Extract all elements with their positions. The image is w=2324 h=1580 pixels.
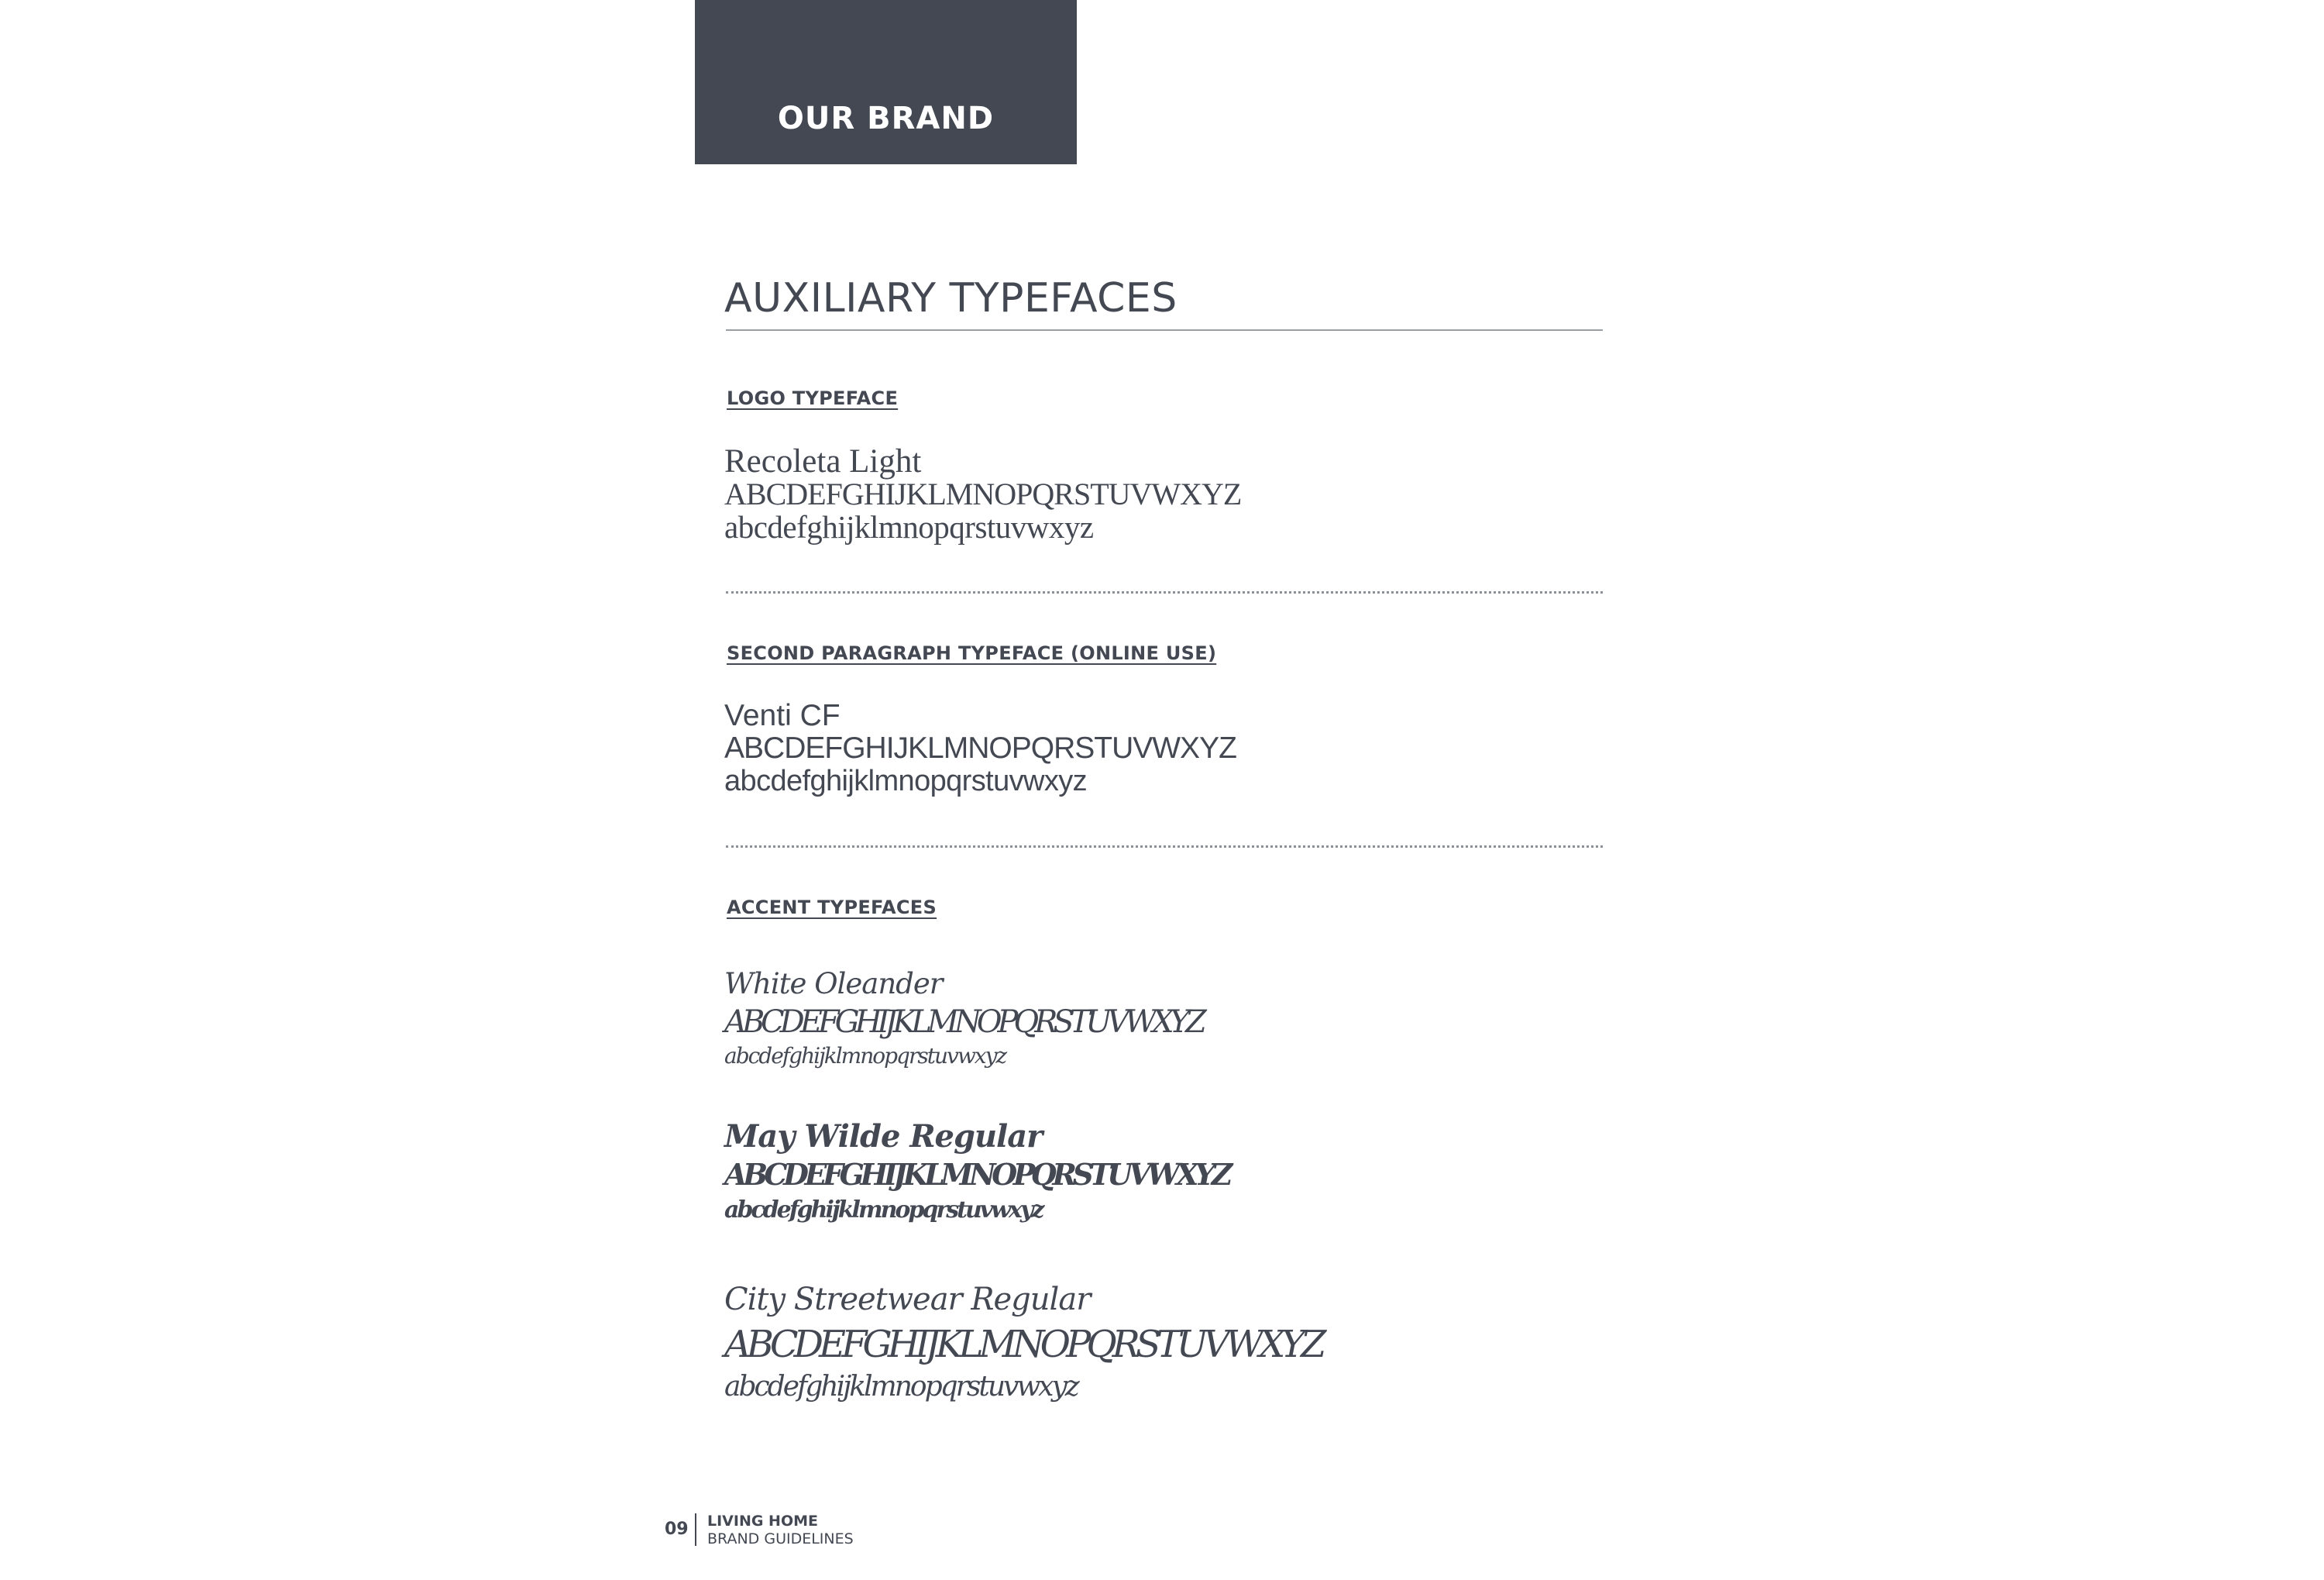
section-label: OUR BRAND — [777, 101, 995, 136]
footer-brand-name: LIVING HOME — [707, 1513, 819, 1530]
section-divider — [726, 591, 1603, 594]
logo-typeface-sample — [724, 443, 1242, 545]
accent-font-name: City Streetwear Regular — [724, 1282, 1091, 1317]
accent-font-name: White Oleander — [724, 967, 943, 1000]
paragraph-typeface-heading: SECOND PARAGRAPH TYPEFACE (ONLINE USE) — [727, 642, 1217, 664]
section-tab — [695, 0, 1077, 164]
paragraph-font-lowercase: abcdefghijklmnopqrstuvwxyz — [724, 765, 1088, 797]
accent-font-sample — [724, 1277, 1322, 1407]
accent-font-lowercase: abcdefghijklmnopqrstuvwxyz — [724, 1371, 1078, 1403]
accent-font-uppercase: ABCDEFGHIJKLMNOPQRSTUVWXYZ — [724, 1323, 1322, 1366]
page-title: AUXILIARY TYPEFACES — [724, 275, 1177, 322]
logo-font-name: Recoleta Light — [724, 443, 922, 480]
accent-font-sample — [724, 965, 1202, 1072]
paragraph-typeface-sample — [724, 700, 1236, 797]
section-divider — [726, 845, 1603, 848]
accent-typefaces-heading: ACCENT TYPEFACES — [727, 897, 937, 918]
paragraph-font-uppercase: ABCDEFGHIJKLMNOPQRSTUVWXYZ — [724, 731, 1236, 765]
title-divider — [726, 329, 1603, 331]
accent-font-lowercase: abcdefghijklmnopqrstuvwxyz — [724, 1043, 1006, 1069]
accent-font-uppercase: ABCDEFGHIJKLMNOPQRSTUVWXYZ — [724, 1004, 1202, 1040]
accent-font-sample — [724, 1117, 1229, 1227]
footer-divider — [695, 1513, 696, 1546]
accent-font-name: May Wilde Regular — [724, 1118, 1043, 1155]
accent-font-lowercase: abcdefghijklmnopqrstuvwxyz — [724, 1196, 1043, 1224]
logo-typeface-heading: LOGO TYPEFACE — [727, 387, 899, 409]
logo-font-uppercase: ABCDEFGHIJKLMNOPQRSTUVWXYZ — [724, 477, 1242, 511]
page-number: 09 — [665, 1520, 689, 1539]
logo-font-lowercase: abcdefghijklmnopqrstuvwxyz — [724, 509, 1094, 545]
footer-document-title: BRAND GUIDELINES — [707, 1530, 854, 1547]
accent-font-uppercase: ABCDEFGHIJKLMNOPQRSTUVWXYZ — [724, 1157, 1229, 1192]
paragraph-font-name: Venti CF — [724, 699, 841, 732]
